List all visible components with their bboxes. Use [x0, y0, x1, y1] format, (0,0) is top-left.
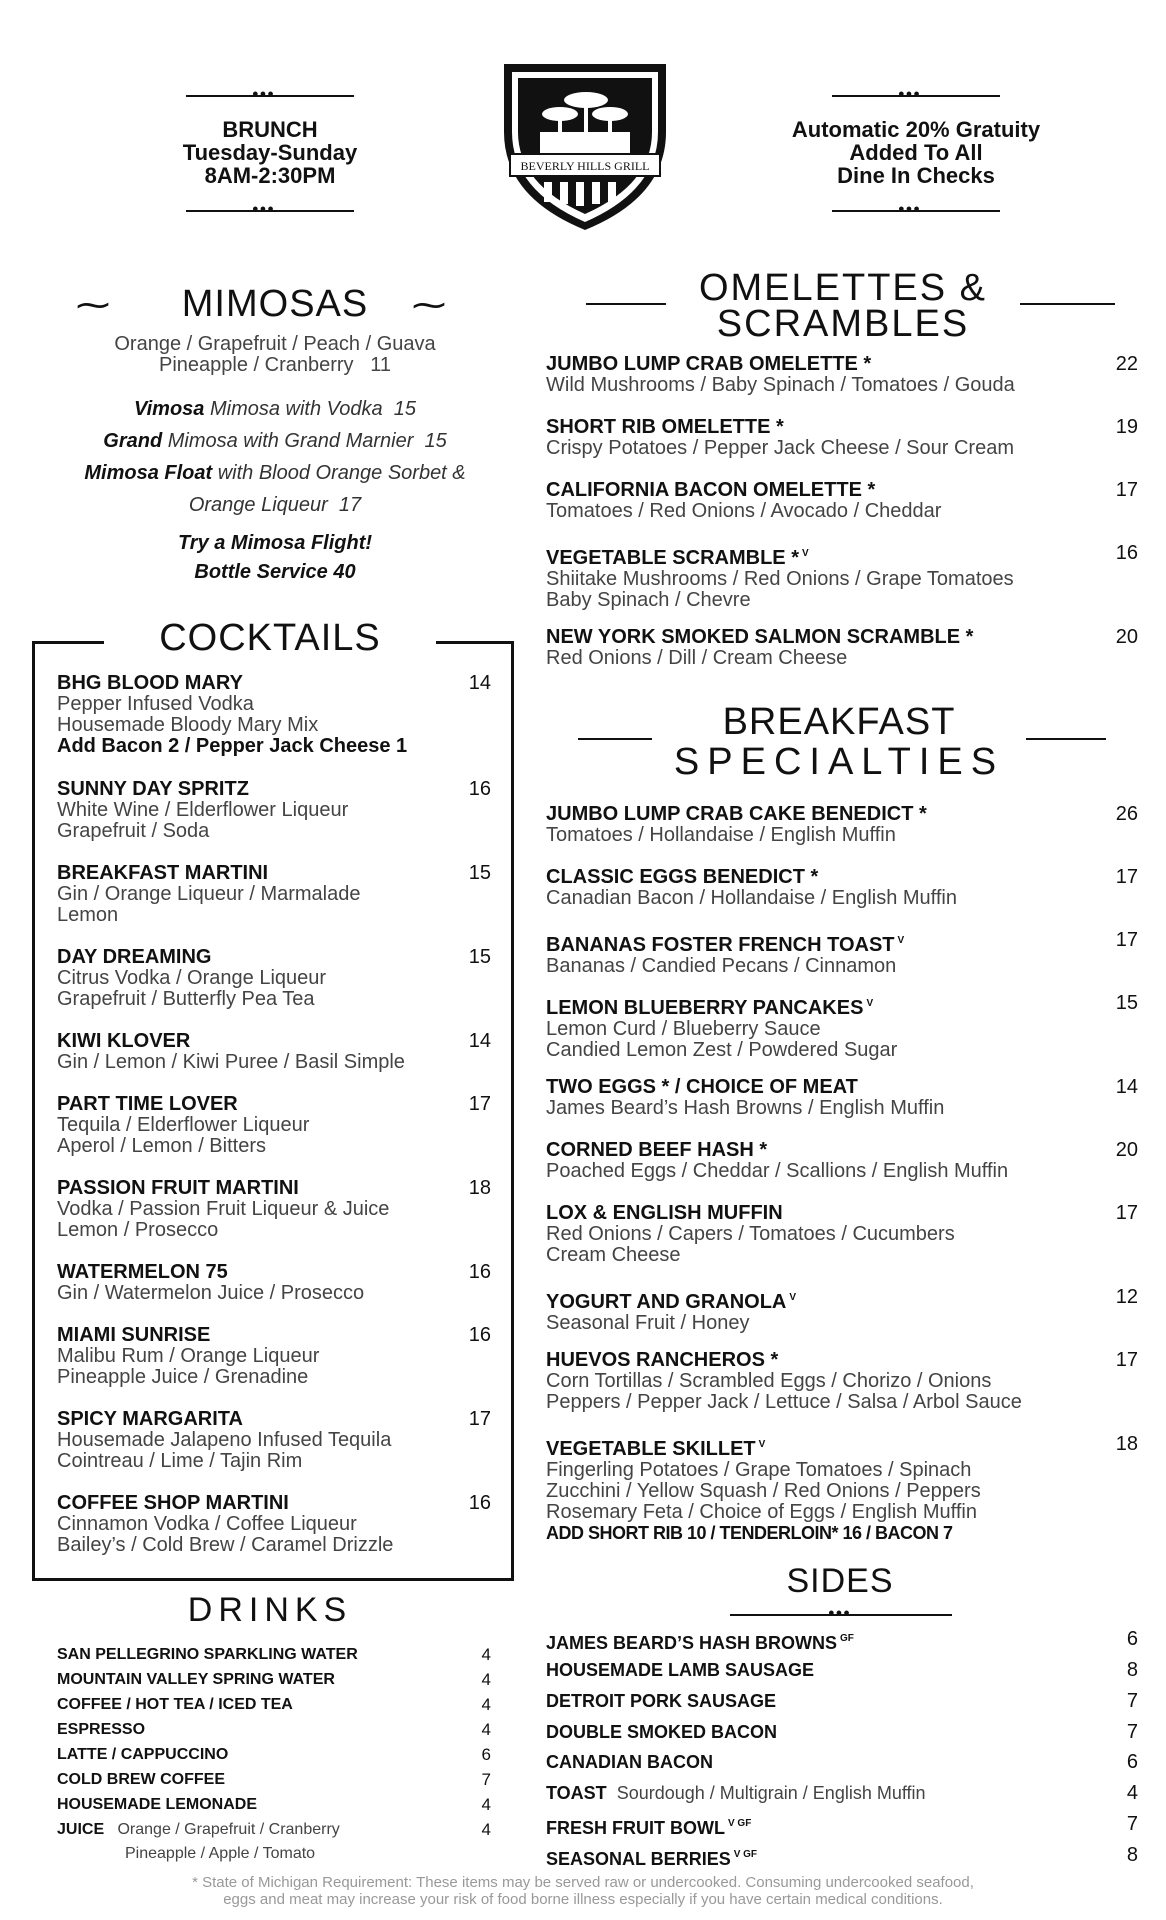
divider [1026, 738, 1106, 740]
cocktail-item [57, 863, 491, 926]
item-name: ESPRESSO [57, 1721, 146, 1738]
side-item [546, 1782, 1138, 1804]
vegetarian-tag: V [897, 935, 905, 946]
cocktails-title: COCKTAILS [159, 617, 381, 659]
breakfast-item [546, 867, 1138, 909]
item-price: 7 [1126, 1813, 1138, 1835]
item-price: 26 [1115, 803, 1138, 825]
item-name: SUNNY DAY SPRITZ [57, 778, 249, 800]
item-name: SPICY MARGARITA [57, 1408, 243, 1430]
item-price: 17 [468, 1093, 491, 1115]
brunch-days: Tuesday-Sunday [182, 140, 358, 165]
vegetarian-tag: V [789, 1292, 797, 1303]
item-price: 19 [1115, 416, 1138, 438]
item-desc: Baby Spinach / Chevre [546, 589, 751, 611]
cocktail-item [57, 1325, 491, 1388]
item-desc: James Beard’s Hash Browns / English Muffin [546, 1097, 945, 1119]
item-desc: Pineapple Juice / Grenadine [57, 1366, 309, 1388]
health-disclaimer: * State of Michigan Requirement: These items may be served raw or undercooked. Consuming undercooked seafood, [192, 1874, 974, 1891]
item-name: LEMON BLUEBERRY PANCAKES [546, 997, 864, 1019]
item-price: 6 [1126, 1628, 1138, 1650]
item-name: BREAKFAST MARTINI [57, 862, 269, 884]
item-desc: Lemon [57, 904, 119, 926]
item-price: 4 [481, 1695, 491, 1714]
breakfast-item [546, 993, 1138, 1061]
item-desc: Cream Cheese [546, 1244, 681, 1266]
item-price: 4 [481, 1645, 491, 1664]
item-price: 6 [481, 1745, 491, 1764]
item-name: COFFEE SHOP MARTINI [57, 1492, 289, 1514]
cocktail-item [57, 947, 491, 1010]
item-price: 7 [481, 1770, 491, 1789]
svg-text:BEVERLY HILLS GRILL: BEVERLY HILLS GRILL [520, 159, 650, 173]
mimosa-flight: Try a Mimosa Flight! [177, 532, 373, 554]
item-name: LOX & ENGLISH MUFFIN [546, 1202, 783, 1224]
cocktail-item [57, 1262, 491, 1304]
item-desc: Aperol / Lemon / Bitters [57, 1135, 266, 1157]
item-desc: Fingerling Potatoes / Grape Tomatoes / Spinach [546, 1459, 972, 1481]
cocktail-item [57, 1031, 491, 1073]
drink-item [57, 1695, 491, 1715]
mimosa-price: 15 [393, 398, 416, 420]
side-item [546, 1721, 1138, 1743]
mimosa-desc: Orange Liqueur [188, 494, 328, 516]
item-name: WATERMELON 75 [57, 1261, 228, 1283]
omelette-item [546, 480, 1138, 522]
divider-dots: ●●● [898, 88, 921, 100]
item-name: YOGURT AND GRANOLA [546, 1291, 787, 1313]
vegetarian-tag: V [801, 548, 809, 559]
item-desc: Pineapple / Apple / Tomato [125, 1845, 316, 1862]
item-name: PART TIME LOVER [57, 1093, 238, 1115]
divider [1020, 303, 1115, 305]
flourish-left-icon: ⁓ [76, 286, 110, 324]
item-desc: Bailey’s / Cold Brew / Caramel Drizzle [57, 1534, 394, 1556]
item-name: SAN PELLEGRINO SPARKLING WATER [57, 1646, 358, 1663]
item-name: TOAST [546, 1783, 607, 1803]
omelettes-title: SCRAMBLES [716, 303, 970, 345]
drink-item [57, 1770, 491, 1790]
item-name: VEGETABLE SCRAMBLE * [546, 547, 799, 569]
item-price: 4 [481, 1795, 491, 1814]
item-desc: Citrus Vodka / Orange Liqueur [57, 967, 327, 989]
item-price: 20 [1115, 626, 1138, 648]
vegetarian-tag: V [866, 998, 874, 1009]
item-desc: White Wine / Elderflower Liqueur [57, 799, 349, 821]
item-name: BHG BLOOD MARY [57, 672, 243, 694]
item-name: FRESH FRUIT BOWL [546, 1818, 725, 1838]
frame-top-right [436, 641, 514, 644]
item-price: 4 [481, 1720, 491, 1739]
side-item [546, 1690, 1138, 1712]
item-name: HUEVOS RANCHEROS * [546, 1349, 779, 1371]
item-desc: Gin / Lemon / Kiwi Puree / Basil Simple [57, 1051, 405, 1073]
item-price: 16 [468, 778, 491, 800]
breakfast-title: BREAKFAST [722, 701, 956, 743]
breakfast-item [546, 1350, 1138, 1413]
item-price: 15 [1115, 992, 1138, 1014]
item-desc: Grapefruit / Soda [57, 820, 210, 842]
item-price: 8 [1126, 1659, 1138, 1681]
drink-item [57, 1645, 491, 1665]
breakfast-item [546, 1287, 1138, 1334]
mimosa-flavors: Orange / Grapefruit / Peach / Guava [114, 333, 436, 355]
item-price: 22 [1115, 353, 1138, 375]
item-name: HOUSEMADE LAMB SAUSAGE [546, 1660, 815, 1680]
cocktail-item [57, 673, 491, 757]
side-item [546, 1659, 1138, 1681]
dietary-tag: V GF [727, 1818, 752, 1829]
item-price: 16 [468, 1261, 491, 1283]
item-desc: Red Onions / Dill / Cream Cheese [546, 647, 848, 669]
side-item [546, 1844, 1138, 1870]
item-desc: Wild Mushrooms / Baby Spinach / Tomatoes / Gouda [546, 374, 1015, 396]
side-item [546, 1813, 1138, 1839]
drink-item [57, 1720, 491, 1740]
mimosa-price: 17 [338, 494, 362, 516]
item-desc: Seasonal Fruit / Honey [546, 1312, 750, 1334]
divider-dots: ●●● [252, 203, 275, 215]
item-desc: Lemon / Prosecco [57, 1219, 219, 1241]
item-desc: Gin / Watermelon Juice / Prosecco [57, 1282, 365, 1304]
item-desc: Peppers / Pepper Jack / Lettuce / Salsa / Arbol Sauce [546, 1391, 1022, 1413]
mimosa-name: Grand [103, 430, 163, 452]
item-desc: Tomatoes / Hollandaise / English Muffin [546, 824, 896, 846]
logo-shield-icon [500, 62, 670, 232]
breakfast-title: SPECIALTIES [673, 741, 1005, 783]
item-name: DOUBLE SMOKED BACON [546, 1722, 778, 1742]
item-desc: Rosemary Feta / Choice of Eggs / English Muffin [546, 1501, 977, 1523]
item-name: CANADIAN BACON [546, 1752, 713, 1772]
omelette-item [546, 354, 1138, 396]
item-name: PASSION FRUIT MARTINI [57, 1177, 299, 1199]
item-price: 17 [1115, 866, 1138, 888]
side-item [546, 1628, 1138, 1654]
flourish-right-icon: ⁓ [412, 286, 446, 324]
side-item [546, 1751, 1138, 1773]
item-desc: Canadian Bacon / Hollandaise / English Muffin [546, 887, 957, 909]
item-name: LATTE / CAPPUCCINO [57, 1746, 229, 1763]
breakfast-item [546, 804, 1138, 846]
item-price: 14 [1115, 1076, 1138, 1098]
item-price: 17 [1115, 1349, 1138, 1371]
item-price: 17 [1115, 929, 1138, 951]
item-desc: Orange / Grapefruit / Cranberry [117, 1821, 340, 1838]
item-desc: Corn Tortillas / Scrambled Eggs / Chorizo / Onions [546, 1370, 992, 1392]
item-price: 15 [468, 946, 491, 968]
item-price: 17 [1115, 1202, 1138, 1224]
dietary-tag: V GF [733, 1849, 758, 1860]
item-price: 14 [468, 672, 491, 694]
item-desc: Shiitake Mushrooms / Red Onions / Grape Tomatoes [546, 568, 1014, 590]
item-addon: ADD SHORT RIB 10 / TENDERLOIN* 16 / BACON 7 [546, 1523, 953, 1543]
item-name: BANANAS FOSTER FRENCH TOAST [546, 934, 895, 956]
item-desc: Pepper Infused Vodka [57, 693, 254, 715]
item-desc: Malibu Rum / Orange Liqueur [57, 1345, 320, 1367]
brunch-title: BRUNCH [222, 117, 318, 142]
item-price: 6 [1126, 1751, 1138, 1773]
cocktail-item [57, 1409, 491, 1472]
item-price: 18 [468, 1177, 491, 1199]
item-desc: Lemon Curd / Blueberry Sauce [546, 1018, 821, 1040]
item-name: KIWI KLOVER [57, 1030, 191, 1052]
divider-dots: ●●● [898, 203, 921, 215]
gratuity-line: Automatic 20% Gratuity [791, 117, 1041, 142]
item-desc: Tomatoes / Red Onions / Avocado / Cheddar [546, 500, 942, 522]
mimosas-title: MIMOSAS [181, 283, 369, 325]
drink-item [57, 1745, 491, 1765]
item-price: 4 [481, 1820, 491, 1839]
item-desc: Cinnamon Vodka / Coffee Liqueur [57, 1513, 357, 1535]
item-desc: Red Onions / Capers / Tomatoes / Cucumbers [546, 1223, 955, 1245]
item-price: 12 [1115, 1286, 1138, 1308]
drink-item [57, 1670, 491, 1690]
gratuity-line: Added To All [849, 140, 983, 165]
item-desc: Housemade Bloody Mary Mix [57, 714, 319, 736]
item-price: 17 [468, 1408, 491, 1430]
item-desc: Poached Eggs / Cheddar / Scallions / English Muffin [546, 1160, 1009, 1182]
divider [578, 738, 652, 740]
breakfast-item [546, 930, 1138, 977]
breakfast-item [546, 1140, 1138, 1182]
item-price: 4 [1126, 1782, 1138, 1804]
divider-dots: ●●● [828, 1607, 851, 1619]
mimosa-price: 11 [370, 354, 391, 376]
item-name: CORNED BEEF HASH * [546, 1139, 768, 1161]
cocktail-item [57, 779, 491, 842]
item-name: JUMBO LUMP CRAB OMELETTE * [546, 353, 872, 375]
drinks-title: DRINKS [187, 1591, 353, 1629]
item-name: JUMBO LUMP CRAB CAKE BENEDICT * [546, 803, 927, 825]
item-price: 16 [1115, 542, 1138, 564]
omelette-item [546, 543, 1138, 611]
item-addon: Add Bacon 2 / Pepper Jack Cheese 1 [57, 735, 408, 757]
omelette-item [546, 627, 1138, 669]
mimosa-price: 15 [424, 430, 447, 452]
divider-dots: ●●● [252, 88, 275, 100]
drink-item [57, 1795, 491, 1815]
item-desc: Housemade Jalapeno Infused Tequila [57, 1429, 392, 1451]
item-price: 14 [468, 1030, 491, 1052]
item-name: DETROIT PORK SAUSAGE [546, 1691, 777, 1711]
item-name: JUICE [57, 1821, 105, 1838]
item-desc: Cointreau / Lime / Tajin Rim [57, 1450, 303, 1472]
cocktail-item [57, 1178, 491, 1241]
gratuity-line: Dine In Checks [837, 163, 995, 188]
item-name: HOUSEMADE LEMONADE [57, 1796, 258, 1813]
item-name: VEGETABLE SKILLET [546, 1438, 756, 1460]
breakfast-item [546, 1434, 1138, 1544]
item-price: 16 [468, 1324, 491, 1346]
mimosa-desc: with Blood Orange Sorbet & [217, 462, 466, 484]
item-price: 7 [1126, 1721, 1138, 1743]
item-name: MIAMI SUNRISE [57, 1324, 211, 1346]
item-name: DAY DREAMING [57, 946, 212, 968]
logo [500, 62, 670, 232]
item-desc: Bananas / Candied Pecans / Cinnamon [546, 955, 897, 977]
brunch-hours: 8AM-2:30PM [204, 163, 336, 188]
item-price: 17 [1115, 479, 1138, 501]
item-price: 7 [1126, 1690, 1138, 1712]
item-name: COFFEE / HOT TEA / ICED TEA [57, 1696, 293, 1713]
mimosa-name: Vimosa [134, 398, 205, 420]
item-price: 16 [468, 1492, 491, 1514]
sides-title: SIDES [786, 1562, 894, 1600]
item-name: CALIFORNIA BACON OMELETTE * [546, 479, 876, 501]
item-price: 4 [481, 1670, 491, 1689]
health-disclaimer: eggs and meat may increase your risk of food borne illness especially if you have certain medical conditions. [223, 1891, 943, 1908]
item-price: 8 [1126, 1844, 1138, 1866]
item-desc: Gin / Orange Liqueur / Marmalade [57, 883, 361, 905]
frame-top-left [32, 641, 104, 644]
item-desc: Grapefruit / Butterfly Pea Tea [57, 988, 315, 1010]
drink-item [57, 1820, 491, 1864]
item-desc: Crispy Potatoes / Pepper Jack Cheese / Sour Cream [546, 437, 1014, 459]
item-desc: Vodka / Passion Fruit Liqueur & Juice [57, 1198, 390, 1220]
divider [586, 303, 666, 305]
gluten-free-tag: GF [840, 1633, 854, 1644]
mimosa-desc: Mimosa with Grand Marnier [167, 430, 414, 452]
mimosa-flavors: Pineapple / Cranberry [159, 354, 354, 376]
item-desc: Tequila / Elderflower Liqueur [57, 1114, 310, 1136]
item-name: COLD BREW COFFEE [57, 1771, 225, 1788]
item-name: MOUNTAIN VALLEY SPRING WATER [57, 1671, 335, 1688]
item-name: TWO EGGS * / CHOICE OF MEAT [546, 1076, 858, 1098]
omelette-item [546, 417, 1138, 459]
bottle-service: Bottle Service 40 [194, 561, 356, 583]
item-desc: Candied Lemon Zest / Powdered Sugar [546, 1039, 898, 1061]
item-price: 20 [1115, 1139, 1138, 1161]
item-name: JAMES BEARD’S HASH BROWNS [546, 1633, 838, 1653]
omelettes-title: OMELETTES & [698, 267, 988, 309]
vegetarian-tag: V [758, 1439, 766, 1450]
item-desc: Zucchini / Yellow Squash / Red Onions / Peppers [546, 1480, 981, 1502]
item-name: NEW YORK SMOKED SALMON SCRAMBLE * [546, 626, 974, 648]
item-name: SEASONAL BERRIES [546, 1849, 731, 1869]
mimosa-name: Mimosa Float [84, 462, 213, 484]
breakfast-item [546, 1203, 1138, 1266]
item-desc: Sourdough / Multigrain / English Muffin [616, 1783, 926, 1803]
cocktail-item [57, 1094, 491, 1157]
mimosa-desc: Mimosa with Vodka [209, 398, 383, 420]
item-price: 15 [468, 862, 491, 884]
item-name: SHORT RIB OMELETTE * [546, 416, 784, 438]
item-name: CLASSIC EGGS BENEDICT * [546, 866, 819, 888]
cocktail-item [57, 1493, 491, 1556]
item-price: 18 [1115, 1433, 1138, 1455]
breakfast-item [546, 1077, 1138, 1119]
